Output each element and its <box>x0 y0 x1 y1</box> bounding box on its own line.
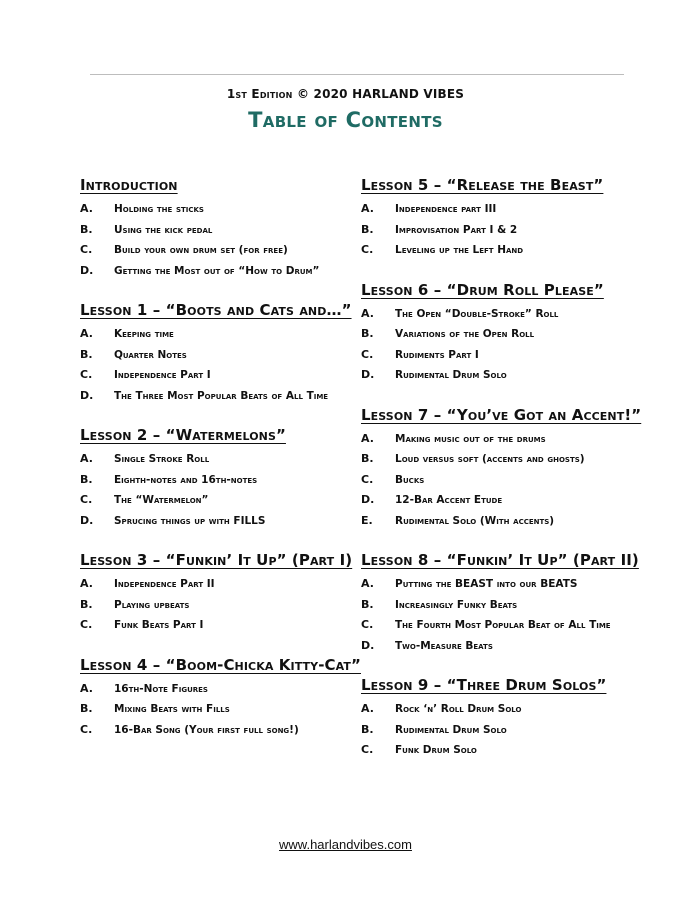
toc-section <box>80 550 380 636</box>
entry-letter: A. <box>361 306 374 320</box>
entry-text: Bucks <box>395 473 425 486</box>
entry-text: 12-Bar Accent Etude <box>395 494 503 506</box>
entry-letter: B. <box>361 222 374 236</box>
toc-entry <box>80 365 380 386</box>
toc-entry <box>80 449 380 470</box>
entry-letter: C. <box>80 243 93 256</box>
toc-entry <box>361 240 661 261</box>
entry-text: Rock ‘n’ Roll Drum Solo <box>395 703 522 715</box>
toc-entry <box>80 240 380 261</box>
entry-text: The Fourth Most Popular Beat of All Time <box>395 619 611 631</box>
entry-text: Getting the Most out of “How to Drum” <box>114 264 320 277</box>
toc-entry <box>80 345 380 366</box>
entry-text: The Open “Double-Stroke” Roll <box>395 307 559 320</box>
toc-section <box>80 425 380 531</box>
left-column <box>80 175 380 759</box>
toc-section <box>361 405 661 532</box>
right-column <box>361 175 661 780</box>
entry-text: Independence Part II <box>114 578 215 590</box>
entry-letter: A. <box>80 452 93 465</box>
entry-letter: D. <box>80 513 94 527</box>
toc-entry <box>361 429 661 450</box>
page-title: Table of Contents <box>248 108 443 132</box>
entry-letter: C. <box>80 368 93 381</box>
section-title: Lesson 2 – “Watermelons” <box>80 426 286 444</box>
section-title: Lesson 1 – “Boots and Cats and…” <box>80 301 352 319</box>
entry-letter: B. <box>361 722 374 736</box>
toc-entry <box>361 324 661 345</box>
entry-text: Two-Measure Beats <box>395 639 493 652</box>
entry-letter: C. <box>361 243 374 256</box>
toc-entry <box>361 199 661 220</box>
toc-section <box>361 280 661 386</box>
toc-section <box>361 550 661 656</box>
entry-letter: C. <box>361 472 374 486</box>
toc-entry <box>361 345 661 366</box>
entry-letter: A. <box>361 702 374 715</box>
entry-text: Increasingly Funky Beats <box>395 598 518 611</box>
entry-letter: C. <box>80 493 93 506</box>
toc-entry <box>80 615 380 636</box>
toc-entry <box>80 720 380 741</box>
entry-text: Quarter Notes <box>114 348 187 361</box>
entry-text: Putting the BEAST into our BEATS <box>395 578 578 590</box>
section-title: Introduction <box>80 176 178 194</box>
entry-text: Rudimental Solo (With accents) <box>395 514 555 527</box>
entry-letter: B. <box>80 702 93 715</box>
entry-text: The Three Most Popular Beats of All Time <box>114 389 329 402</box>
toc-entry <box>361 636 661 657</box>
entry-text: 16-Bar Song (Your first full song!) <box>114 723 299 736</box>
toc-entry <box>361 699 661 720</box>
entry-text: Build your own drum set (for free) <box>114 244 288 256</box>
entry-text: Loud versus soft (accents and ghosts) <box>395 453 585 465</box>
entry-text: Keeping time <box>114 328 174 340</box>
toc-entry <box>361 490 661 511</box>
section-title: Lesson 4 – “Boom-Chicka Kitty-Cat” <box>80 655 361 674</box>
toc-entry <box>361 595 661 616</box>
entry-text: Making music out of the drums <box>395 432 546 445</box>
entry-letter: C. <box>361 618 374 631</box>
toc-section <box>80 175 380 281</box>
section-title: Lesson 7 – “You’ve Got an Accent!” <box>361 405 642 424</box>
entry-letter: B. <box>361 452 374 465</box>
toc-entry <box>361 574 661 595</box>
entry-letter: B. <box>361 327 374 340</box>
entry-letter: D. <box>361 368 375 381</box>
toc-entry <box>80 595 380 616</box>
toc-entry <box>80 574 380 595</box>
entry-text: Improvisation Part I & 2 <box>395 223 518 236</box>
entry-letter: D. <box>80 388 94 402</box>
section-title: Lesson 8 – “Funkin’ It Up” (Part II) <box>361 551 639 569</box>
toc-entry <box>80 470 380 491</box>
entry-text: Rudimental Drum Solo <box>395 369 507 381</box>
toc-entry <box>361 740 661 761</box>
toc-entry <box>80 386 380 407</box>
entry-letter: B. <box>80 597 93 611</box>
edition-line: 1st Edition © 2020 HARLAND VIBES <box>226 87 465 101</box>
entry-text: Mixing Beats with Fills <box>114 703 230 715</box>
toc-entry <box>80 199 380 220</box>
toc-entry <box>361 470 661 491</box>
toc-entry <box>80 699 380 720</box>
entry-letter: D. <box>80 263 94 277</box>
entry-letter: C. <box>361 743 374 756</box>
entry-text: Funk Beats Part I <box>114 619 204 631</box>
section-title: Lesson 5 – “Release the Beast” <box>361 176 604 194</box>
toc-entry <box>80 679 380 700</box>
entry-letter: C. <box>80 722 93 736</box>
entry-letter: B. <box>80 472 93 486</box>
entry-letter: A. <box>361 202 374 215</box>
entry-letter: A. <box>361 577 374 590</box>
website-link[interactable]: www.harlandvibes.com <box>279 837 412 852</box>
entry-text: Funk Drum Solo <box>395 744 477 756</box>
top-divider <box>90 74 624 75</box>
toc-entry <box>361 304 661 325</box>
entry-letter: A. <box>361 431 374 445</box>
entry-text: Variations of the Open Roll <box>395 328 535 340</box>
entry-letter: A. <box>80 681 93 695</box>
entry-letter: A. <box>80 577 93 590</box>
toc-entry <box>80 490 380 511</box>
entry-letter: C. <box>361 347 374 361</box>
toc-entry <box>361 615 661 636</box>
entry-letter: B. <box>361 597 374 611</box>
entry-text: Leveling up the Left Hand <box>395 244 524 256</box>
entry-text: Eighth-notes and 16th-notes <box>114 473 258 486</box>
entry-text: Independence part III <box>395 203 497 215</box>
toc-entry <box>361 220 661 241</box>
toc-entry <box>80 220 380 241</box>
toc-section <box>80 655 380 741</box>
entry-letter: C. <box>80 618 93 631</box>
toc-entry <box>80 324 380 345</box>
entry-text: Holding the sticks <box>114 203 204 215</box>
entry-letter: B. <box>80 347 93 361</box>
toc-section <box>80 300 380 406</box>
toc-entry <box>80 511 380 532</box>
toc-section <box>361 175 661 261</box>
entry-text: Rudiments Part I <box>395 348 479 361</box>
entry-letter: A. <box>80 327 93 340</box>
section-title: Lesson 6 – “Drum Roll Please” <box>361 280 604 299</box>
toc-section <box>361 675 661 761</box>
toc-entry <box>361 720 661 741</box>
toc-entry <box>361 511 661 532</box>
section-title: Lesson 3 – “Funkin’ It Up” (Part I) <box>80 551 353 569</box>
entry-text: Rudimental Drum Solo <box>395 723 507 736</box>
entry-text: Using the kick pedal <box>114 223 213 236</box>
entry-letter: B. <box>80 222 93 236</box>
entry-letter: E. <box>361 513 373 527</box>
toc-entry <box>361 365 661 386</box>
entry-text: Playing upbeats <box>114 598 190 611</box>
entry-letter: D. <box>361 638 375 652</box>
toc-entry <box>80 261 380 282</box>
entry-text: The “Watermelon” <box>114 494 209 506</box>
entry-text: 16th-Note Figures <box>114 682 208 695</box>
entry-letter: D. <box>361 493 375 506</box>
entry-letter: A. <box>80 202 93 215</box>
entry-text: Single Stroke Roll <box>114 453 210 465</box>
entry-text: Sprucing things up with FILLS <box>114 514 266 527</box>
section-title: Lesson 9 – “Three Drum Solos” <box>361 676 607 694</box>
toc-entry <box>361 449 661 470</box>
entry-text: Independence Part I <box>114 369 211 381</box>
